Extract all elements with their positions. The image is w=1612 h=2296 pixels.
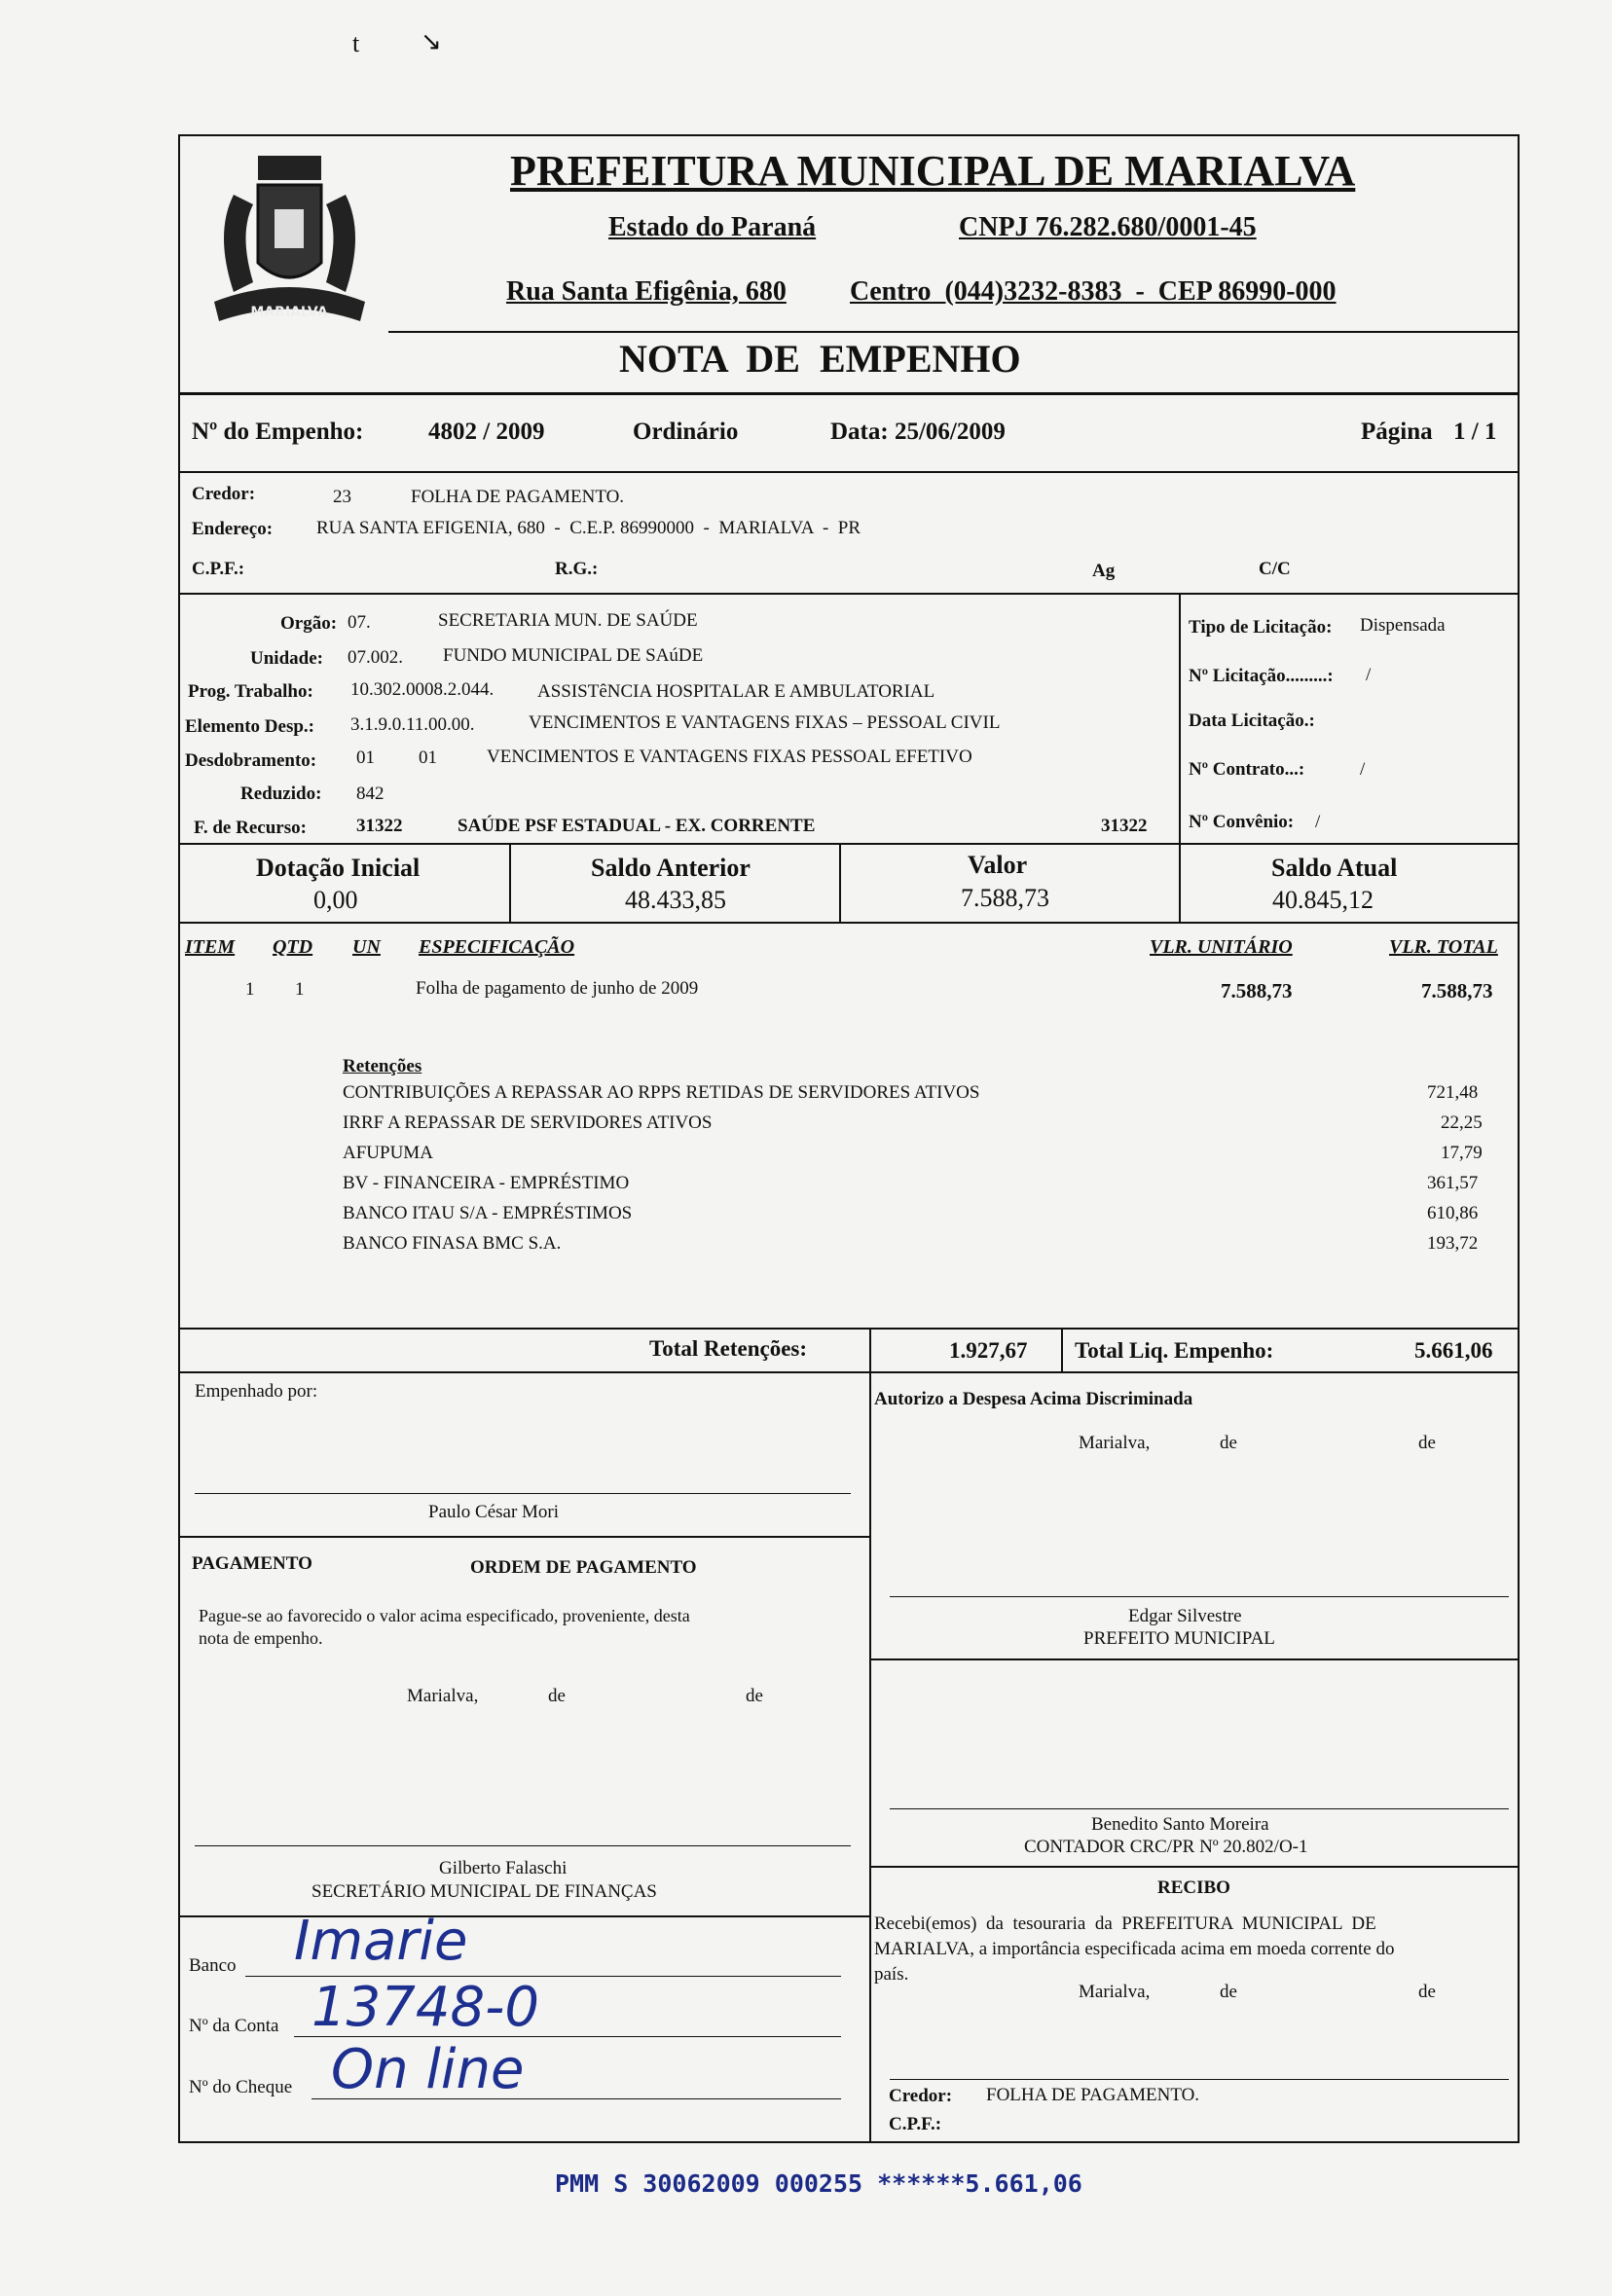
pagamento-de2: de [746,1686,763,1706]
desdob-b: 01 [419,747,437,768]
autorizo-de1: de [1220,1433,1237,1453]
item-qtd: 1 [295,979,305,1000]
contador-title: CONTADOR CRC/PR Nº 20.802/O-1 [1024,1837,1308,1857]
page-label: Página [1361,419,1433,445]
orgao-desc: SECRETARIA MUN. DE SAÚDE [438,610,698,631]
street: Rua Santa Efigênia, 680 [506,276,787,307]
pagamento-text-2: nota de empenho. [199,1628,323,1648]
empenhado-label: Empenhado por: [195,1381,318,1402]
orgao-label: Orgão: [280,613,338,634]
total-retencoes: 1.927,67 [949,1338,1028,1363]
contrato-label: Nº Contrato...: [1189,759,1305,780]
list-item-value: 17,79 [1441,1143,1483,1163]
autorizo-city: Marialva, [1079,1433,1151,1453]
item-desc: Folha de pagamento de junho de 2009 [416,978,699,999]
cheque-label: Nº do Cheque [189,2077,293,2097]
recibo-de1: de [1220,1982,1237,2002]
unidade-desc: FUNDO MUNICIPAL DE SAúDE [443,645,704,666]
prog-label: Prog. Trabalho: [188,681,313,702]
list-item-value: 193,72 [1427,1233,1479,1254]
list-item: CONTRIBUIÇÕES A REPASSAR AO RPPS RETIDAS DE SERVIDORES ATIVOS [343,1082,980,1103]
cpf-label: C.P.F.: [192,559,245,579]
num-licitacao: / [1366,665,1372,685]
empenho-date: Data: 25/06/2009 [830,419,1006,445]
contador-name: Benedito Santo Moreira [1091,1814,1269,1835]
cheque-handwritten: On line [331,2038,525,2101]
pagamento-signer-title: SECRETÁRIO MUNICIPAL DE FINANÇAS [311,1881,657,1902]
prog-desc: ASSISTêNCIA HOSPITALAR E AMBULATORIAL [537,681,935,702]
tipo-licitacao-label: Tipo de Licitação: [1189,617,1333,638]
list-item: BV - FINANCEIRA - EMPRÉSTIMO [343,1173,630,1193]
saldo-anterior: 48.433,85 [625,886,726,914]
col-item: ITEM [185,936,236,958]
pagamento-de1: de [548,1686,566,1706]
recibo-cpf-label: C.P.F.: [889,2114,942,2134]
tipo-licitacao: Dispensada [1360,615,1446,636]
convenio-label: Nº Convênio: [1189,812,1295,832]
desdob-desc: VENCIMENTOS E VANTAGENS FIXAS PESSOAL EFETIVO [487,747,972,767]
orgao-code: 07. [348,612,371,633]
pagamento-city: Marialva, [407,1686,479,1706]
total-liq-label: Total Liq. Empenho: [1075,1338,1274,1363]
saldo-anterior-label: Saldo Anterior [591,854,751,882]
list-item-value: 22,25 [1441,1112,1483,1133]
ordem-label: ORDEM DE PAGAMENTO [470,1557,697,1578]
valor-label: Valor [968,851,1028,879]
unidade-code: 07.002. [348,647,403,668]
dotacao-inicial-label: Dotação Inicial [256,854,421,882]
retencoes-title: Retenções [343,1056,422,1076]
cc-label: C/C [1259,559,1291,579]
list-item: BANCO ITAU S/A - EMPRÉSTIMOS [343,1203,633,1223]
recibo-text-3: país. [874,1964,909,1985]
saldo-atual: 40.845,12 [1272,886,1374,914]
recibo-text-2: MARIALVA, a importância especificada acima em moeda corrente do [874,1939,1395,1959]
banco-label: Banco [189,1955,237,1976]
empenhado-name: Paulo César Mori [428,1502,560,1522]
state: Estado do Paraná [608,212,817,242]
unidade-label: Unidade: [250,648,323,669]
total-liq: 5.661,06 [1414,1338,1493,1363]
data-licitacao-label: Data Licitação.: [1189,711,1315,731]
list-item-value: 361,57 [1427,1173,1479,1193]
total-retencoes-label: Total Retenções: [649,1336,808,1361]
svg-text:MARIALVA: MARIALVA [250,305,328,320]
page-title: PREFEITURA MUNICIPAL DE MARIALVA [510,147,1356,195]
autorizo-signer: Edgar Silvestre [1128,1606,1242,1626]
scan-mark: t [352,29,360,57]
list-item-value: 721,48 [1427,1082,1479,1103]
contrato: / [1360,759,1366,780]
pagamento-label: PAGAMENTO [192,1553,312,1574]
recibo-title: RECIBO [1157,1877,1230,1898]
list-item-value: 610,86 [1427,1203,1479,1223]
elemento-label: Elemento Desp.: [185,716,314,737]
desdob-a: 01 [356,747,375,768]
autorizo-signer-title: PREFEITO MUNICIPAL [1083,1628,1275,1649]
list-item: BANCO FINASA BMC S.A. [343,1233,562,1254]
convenio: / [1315,812,1321,832]
col-qtd: QTD [273,936,313,958]
empenho-label: Nº do Empenho: [192,419,364,445]
prog-code: 10.302.0008.2.044. [350,679,495,700]
address: Centro (044)3232-8383 - CEP 86990-000 [850,276,1337,307]
credor-code: 23 [333,487,351,507]
cnpj: CNPJ 76.282.680/0001-45 [959,212,1257,242]
pagamento-text: Pague-se ao favorecido o valor acima especificado, proveniente, desta [199,1606,690,1625]
endereco-label: Endereço: [192,519,274,539]
item-total: 7.588,73 [1421,979,1493,1002]
col-especificacao: ESPECIFICAÇÃO [419,936,575,958]
pagamento-signer: Gilberto Falaschi [439,1858,568,1878]
credor-name: FOLHA DE PAGAMENTO. [411,487,625,507]
desdob-label: Desdobramento: [185,750,317,771]
autorizo-label: Autorizo a Despesa Acima Discriminada [874,1389,1193,1409]
rg-label: R.G.: [555,559,599,579]
endereco: RUA SANTA EFIGENIA, 680 - C.E.P. 86990000 - MARIALVA - PR [316,518,861,538]
item-unit: 7.588,73 [1221,979,1293,1002]
recibo-city: Marialva, [1079,1982,1151,2002]
banco-handwritten: Imarie [294,1910,468,1973]
col-vlr-total: VLR. TOTAL [1389,936,1498,958]
valor: 7.588,73 [961,884,1049,912]
recurso-label: F. de Recurso: [194,818,307,838]
reduzido: 842 [356,784,385,804]
doc-title: NOTA DE EMPENHO [619,337,1021,381]
autorizo-de2: de [1418,1433,1436,1453]
recibo-credor-label: Credor: [889,2086,953,2106]
recurso-code-2: 31322 [1101,816,1148,836]
elemento-desc: VENCIMENTOS E VANTAGENS FIXAS – PESSOAL CIVIL [529,712,1001,733]
list-item: IRRF A REPASSAR DE SERVIDORES ATIVOS [343,1112,713,1133]
saldo-atual-label: Saldo Atual [1271,854,1398,882]
recurso-code: 31322 [356,816,403,836]
conta-label: Nº da Conta [189,2016,279,2036]
credor-label: Credor: [192,484,256,504]
coat-of-arms-icon [195,136,385,336]
reduzido-label: Reduzido: [240,784,322,804]
conta-handwritten: 13748-0 [311,1976,539,2039]
num-licitacao-label: Nº Licitação.........: [1189,666,1334,686]
recurso-desc: SAÚDE PSF ESTADUAL - EX. CORRENTE [458,816,816,836]
item-number: 1 [245,979,255,1000]
recibo-text: Recebi(emos) da tesouraria da PREFEITURA MUNICIPAL DE [874,1913,1376,1934]
list-item: AFUPUMA [343,1143,433,1163]
page-number: 1 / 1 [1453,419,1497,445]
recibo-credor: FOLHA DE PAGAMENTO. [986,2085,1200,2105]
scan-mark: ↘ [421,27,442,55]
empenho-number: 4802 / 2009 [428,419,545,445]
elemento-code: 3.1.9.0.11.00.00. [350,714,475,735]
payment-stamp: PMM S 30062009 000255 ******5.661,06 [555,2169,1082,2198]
col-un: UN [352,936,381,958]
col-vlr-unitario: VLR. UNITÁRIO [1150,936,1293,958]
empenho-type: Ordinário [633,419,739,445]
ag-label: Ag [1092,561,1116,581]
dotacao-inicial: 0,00 [313,886,358,914]
recibo-de2: de [1418,1982,1436,2002]
